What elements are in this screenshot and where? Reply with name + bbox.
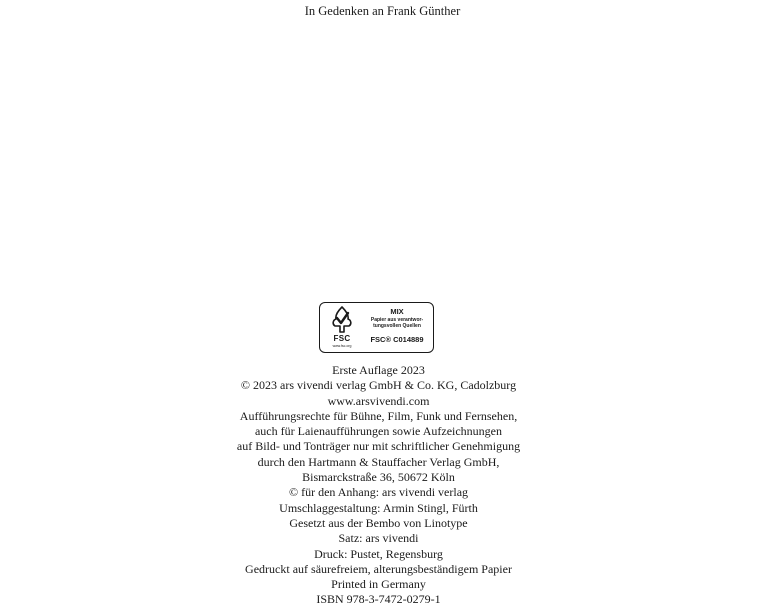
- fsc-logo: [319, 302, 434, 353]
- imprint-rights-line4: durch den Hartmann & Stauffacher Verlag GmbH,: [257, 454, 500, 469]
- imprint-paper: Gedruckt auf säurefreiem, alterungsbeständigem Papier: [245, 561, 512, 576]
- imprint-rights-line1: Aufführungsrechte für Bühne, Film, Funk und Fernsehen,: [239, 408, 518, 423]
- fsc-description-line2: tungsvollen Quellen: [373, 322, 421, 329]
- dedication: In Gedenken an Frank Günther: [304, 4, 461, 18]
- imprint-appendix-copyright: © für den Anhang: ars vivendi verlag: [288, 485, 469, 500]
- imprint-block: [0, 363, 757, 608]
- imprint-copyright: © 2023 ars vivendi verlag GmbH & Co. KG, Cadolzburg: [240, 378, 517, 393]
- fsc-mark: [324, 306, 360, 350]
- fsc-license-code: FSC® C014889: [370, 335, 424, 344]
- imprint-edition: Erste Auflage 2023: [332, 363, 425, 377]
- fsc-info: [364, 307, 430, 344]
- imprint-typesetting: Satz: ars vivendi: [338, 531, 419, 546]
- imprint-address: Bismarckstraße 36, 50672 Köln: [302, 470, 455, 485]
- imprint-printing: Druck: Pustet, Regensburg: [314, 546, 443, 561]
- imprint-cover-design: Umschlaggestaltung: Armin Stingl, Fürth: [279, 500, 478, 515]
- fsc-mix-label: MIX: [390, 307, 404, 316]
- fsc-url: www.fsc.org: [332, 344, 352, 348]
- fsc-description: [364, 318, 430, 329]
- imprint-isbn: ISBN 978-3-7472-0279-1: [316, 592, 441, 607]
- imprint-typeface: Gesetzt aus der Bembo von Linotype: [289, 515, 468, 530]
- imprint-rights-line2: auch für Laienaufführungen sowie Aufzeichnungen: [254, 424, 503, 439]
- imprint-rights-line3: auf Bild- und Tonträger nur mit schriftlicher Genehmigung: [236, 439, 521, 454]
- imprint-website: www.arsvivendi.com: [327, 393, 430, 408]
- fsc-left-label: FSC: [333, 334, 351, 343]
- fsc-description-line1: Papier aus verantwor-: [370, 317, 424, 323]
- fsc-tree-checkmark-icon: [324, 306, 360, 334]
- imprint-printed-in: Printed in Germany: [331, 577, 426, 592]
